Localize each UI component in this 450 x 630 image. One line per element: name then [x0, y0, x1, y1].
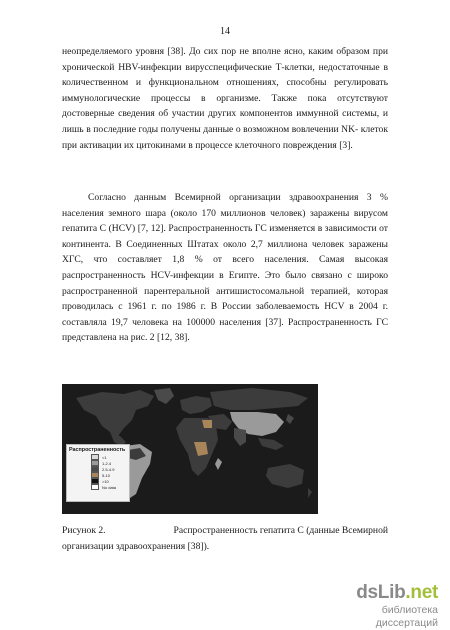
text-line: гепатита С (HCV) [7, 12]. Распространенность ГС изменяется в зависимости: [62, 223, 377, 235]
caption-line-1: [62, 523, 388, 539]
text-line: распространенность HCV-инфекции в Египте. Это было связано с широко: [62, 269, 388, 281]
text-line: неопределяемого уровня [38]. До сих пор не вполне ясно, каким образом при: [62, 46, 388, 57]
legend-label: <1: [102, 454, 107, 460]
text-line: населения земного шара (около 170 миллионов человек) заражены вирусом: [62, 207, 388, 219]
map-legend: [66, 444, 130, 502]
watermark-logo: [318, 582, 438, 604]
watermark-logo-tld: .net: [405, 582, 438, 603]
text-line: заражены ХГС, что составляет 1,8 % от всего населения. Самая высокая: [62, 238, 388, 266]
text-line: составляла 19,7 человека на 100000 населения [37]. Распространенность ГС: [62, 316, 388, 328]
text-line: хронической HBV-инфекции вирусспецифические Т-клетки, недостаточные в: [62, 61, 388, 73]
text-line: достоверные сведения об участии других компонентов иммунной системы, и: [62, 108, 388, 120]
text-line: проводилась с 1961 г. по 1986 г. В России заболеваемость HCV в 2004 г.: [62, 301, 388, 313]
caption-title-text: Распространенность гепатита С (данные Всемирной: [173, 525, 388, 536]
legend-label: 1-2.4: [102, 460, 112, 466]
text-line: представлена на рис. 2 [12, 38].: [62, 332, 190, 344]
dslib-watermark: [318, 582, 438, 629]
text-line: Согласно данным Всемирной организации здравоохранения 3 %: [88, 192, 388, 203]
text-line: клеток при активации их цитокинами в процессе клеточного повреждения: [62, 123, 388, 151]
text-line: количественном и функциональном отношениях, способны регулировать: [62, 77, 388, 89]
legend-item: [67, 484, 129, 490]
legend-label: 2.5-4.9: [102, 466, 115, 472]
text-line: [3].: [339, 139, 353, 151]
caption-figure-label: Рисунок 2.: [62, 525, 106, 536]
paragraph-1-text: [62, 44, 388, 153]
legend-swatch-no-data: [91, 484, 99, 490]
legend-label: 5-10: [102, 472, 111, 478]
watermark-logo-main: dsLib: [356, 582, 406, 603]
figure-caption: [62, 523, 388, 554]
watermark-subtitle: библиотека диссертаций: [375, 604, 438, 629]
legend-title: Распространенность: [69, 447, 126, 453]
text-line: распространенной парентеральной антишистосомальной терапией, которая: [62, 285, 388, 297]
page-number: 14: [220, 26, 230, 37]
paragraph-2-text: [62, 190, 388, 346]
paragraph-2: [62, 190, 388, 346]
text-line: лишь в последние годы получены данные о возможном вовлечении NK-: [62, 123, 359, 135]
text-line: иммунологические процессы в организме. Также пока отсутствуют: [62, 92, 388, 104]
caption-line-2: организации здравоохранения [38]).: [62, 540, 210, 552]
paragraph-1: [62, 44, 388, 153]
legend-label: No data: [102, 484, 117, 490]
legend-label: >10: [102, 478, 109, 484]
hcv-prevalence-world-map: [62, 384, 318, 514]
text-line: от континента. В Соединенных Штатах около 2,7 миллиона человек: [62, 223, 388, 250]
